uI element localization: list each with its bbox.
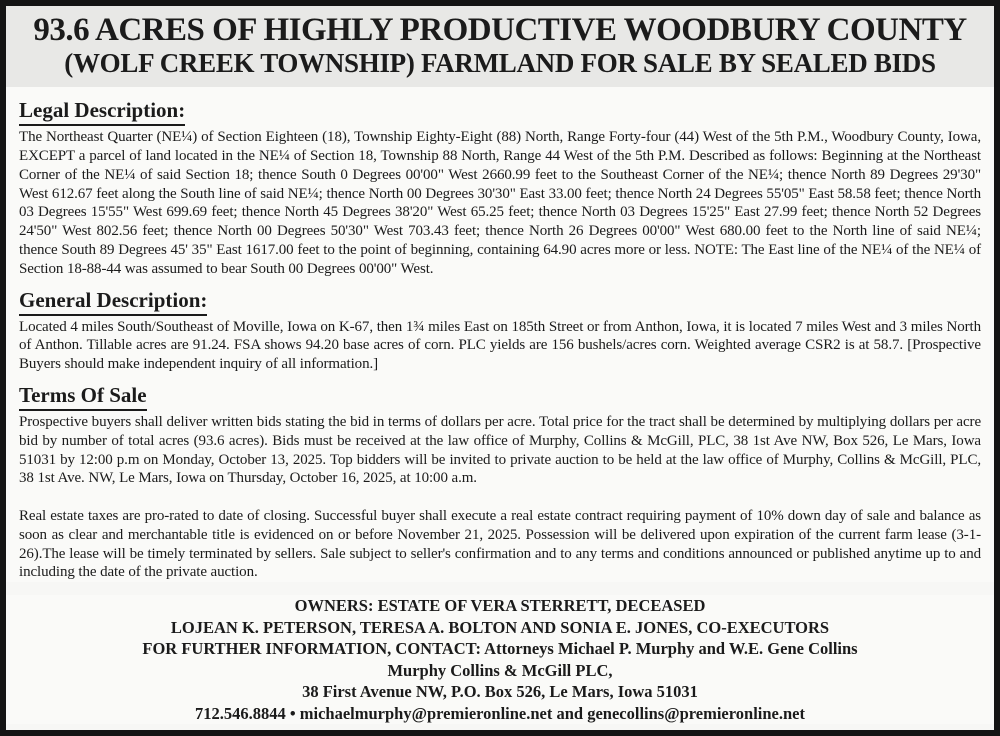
terms-of-sale-heading [19, 383, 981, 411]
executors-line: LOJEAN K. PETERSON, TERESA A. BOLTON AND SONIA E. JONES, CO-EXECUTORS [170, 617, 830, 637]
terms-paragraph-2: Real estate taxes are pro-rated to date of closing. Successful buyer shall execute a real estate contract requiring payment of 10% down day of sale and balance as soon as clear and merchantable title is evidenced on or before November 21, 2025. Possession will be delivered upon expiration of the current farm lease (3-1-26).The lease will be timely terminated by sellers. Sale subject to seller's confirmation and to any terms and conditions announced or published anytime up to and including the date of the private auction. [19, 507, 981, 581]
section-terms-of-sale [19, 383, 981, 582]
title-line-1: 93.6 ACRES OF HIGHLY PRODUCTIVE WOODBURY COUNTY [33, 12, 967, 48]
masthead [6, 6, 994, 87]
contact-footer [6, 595, 994, 724]
flyer-body [6, 87, 994, 582]
terms-of-sale-heading-text: Terms Of Sale [19, 383, 147, 411]
contact-line: FOR FURTHER INFORMATION, CONTACT: Attorneys Michael P. Murphy and W.E. Gene Collins [142, 639, 858, 659]
general-description-heading-text: General Description: [19, 288, 207, 316]
general-description-heading [19, 288, 981, 316]
general-description-text: Located 4 miles South/Southeast of Moville, Iowa on K-67, then 1¾ miles East on 185th Street or from Anthon, Iowa, it is located 7 miles West and 3 miles North of Anthon. Tillable acres are 91.24. FSA shows 94.20 base acres of corn. PLC yields are 156 bushels/acres corn. Weighted average CSR2 is at 58.7. [Prospective Buyers should make independent inquiry of all information.] [19, 318, 981, 373]
section-legal-description [19, 98, 981, 278]
title-line-2: (WOLF CREEK TOWNSHIP) FARMLAND FOR SALE BY SEALED BIDS [64, 47, 936, 78]
firm-line: Murphy Collins & McGill PLC, [387, 660, 613, 680]
terms-paragraph-1: Prospective buyers shall deliver written bids stating the bid in terms of dollars per acre. Total price for the tract shall be determined by multiplying dollars per acre bid by number of total acres (93.6 acres). Bids must be received at the law office of Murphy, Collins & McGill, PLC, 38 1st Ave NW, Box 526, Le Mars, Iowa 51031 by 12:00 p.m on Monday, October 13, 2025. Top bidders will be invited to private auction to be held at the law office of Murphy, Collins & McGill, PLC, 38 1st Ave. NW, Le Mars, Iowa on Thursday, October 16, 2025, at 10:00 a.m. [19, 413, 981, 487]
address-line: 38 First Avenue NW, P.O. Box 526, Le Mars, Iowa 51031 [302, 682, 698, 702]
legal-description-text: The Northeast Quarter (NE¼) of Section Eighteen (18), Township Eighty-Eight (88) North, Range Forty-four (44) West of the 5th P.M., Woodbury County, Iowa, EXCEPT a parcel of land located in the NE¼ of Section 18, Township 88 North, Range 44 West of the 5th P.M. Described as follows: Beginning at the Northeast Corner of the NE¼ of said Section 18; thence South 0 Degrees 00'00" West 2660.99 feet to the Southeast Corner of the NE¼; thence North 89 Degrees 29'30" West 612.67 feet along the South line of said NE¼; thence North 00 Degrees 30'30" East 33.00 feet; thence North 24 Degrees 55'05" East 58.58 feet; thence North 03 Degrees 15'55" West 699.69 feet; thence North 45 Degrees 38'20" West 65.25 feet; thence North 03 Degrees 15'25" East 27.99 feet; thence North 52 Degrees 24'50" West 802.56 feet; thence North 00 Degrees 50'30" West 703.43 feet; thence North 26 Degrees 00'00" West 680.00 feet to the North line of said NE¼; thence South 89 Degrees 45' 35" East 1617.00 feet to the point of beginning, containing 64.90 acres more or less. NOTE: The East line of the NE¼ of the NE¼ of Section 18-88-44 was assumed to bear South 00 Degrees 00'00" West. [19, 129, 981, 277]
legal-description-heading-text: Legal Description: [19, 98, 185, 126]
owners-line: OWNERS: ESTATE OF VERA STERRETT, DECEASED [294, 596, 706, 616]
section-general-description [19, 288, 981, 374]
phone-email-line: 712.546.8844 • michaelmurphy@premieronline.net and genecollins@premieronline.net [195, 703, 805, 723]
legal-description-heading [19, 98, 981, 126]
